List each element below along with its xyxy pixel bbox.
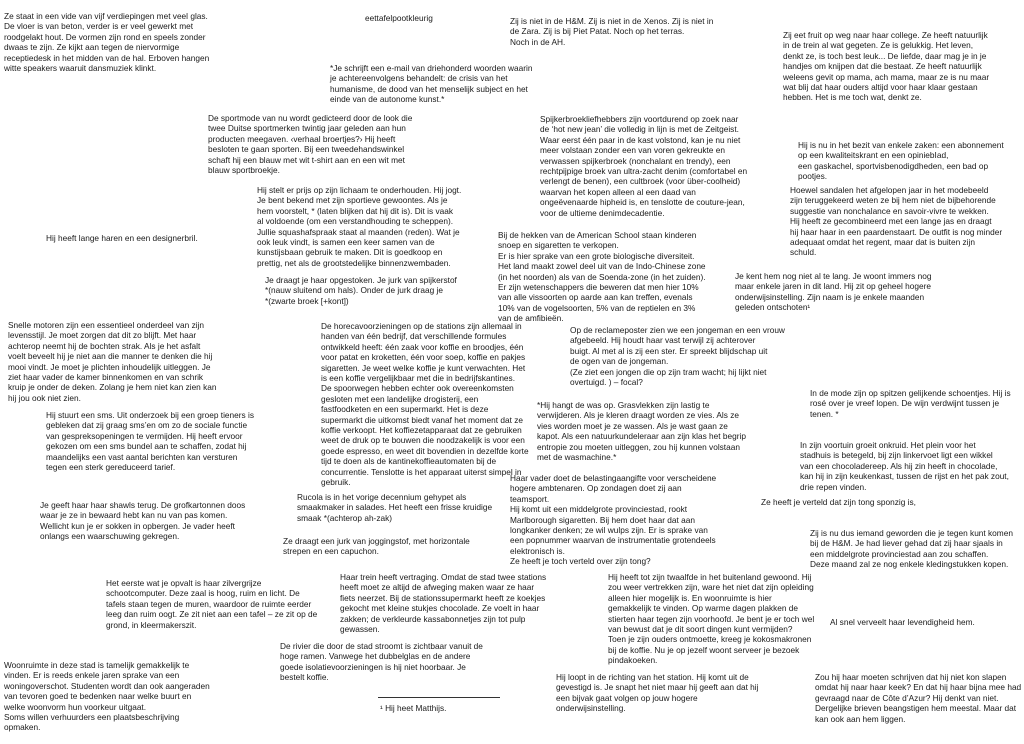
text-block-jeans: Spijkerbroekliefhebbers zijn voortdurend op zoek naar de ‘hot new jean’ die volledig in lijn is met de Zeitgeist. Waar eerst één paar in de kast volstond, kan je nu niet meer volstaan zonder een van voren gekreukte en verwassen spijkerbroek (nonchalant en trendy), een rechtpijpige broek van ultra-zacht denim (comfortabel en verlengt de benen), een cultbroek (voor über-coolheid) waarvan het kopen alleen al een daad van ongeëvenaarde hipheid is, en tenslotte de couture-jean, voor de ultieme denimdecadentie. <box>540 114 748 218</box>
text-block-shoes: In de mode zijn op spitzen gelijkende schoentjes. Hij is rosé over je vreef lopen. De wijn verdwijnt tussen je tenen. * <box>810 388 1011 419</box>
footnote-rule <box>378 697 500 698</box>
text-block-sms: Hij stuurt een sms. Uit onderzoek bij een groep tieners is gebleken dat zij graag sms’en om zo de sociale functie van gespreksopeningen te vermijden. Hij heeft ervoor gekozen om een sms bundel aan te schaffen, zodat hij maandelijks een vast aantal berichten kan versturen tegen een sterk gereduceerd tarief. <box>46 410 254 473</box>
footnote: ¹ Hij heet Matthijs. <box>380 703 447 713</box>
text-block-motors: Snelle motoren zijn een essentieel onderdeel van zijn levensstijl. Je moet zorgen dat dit zo blijft. Met haar achterop neemt hij de bochten strak. Als je het asfalt voelt beveelt hij je niet aan die manner te denken die hij mooi vindt. Je moet je plichten inhoudelijk uitleggen. Je ziet haar vader de kamer binnenkomen en van schrik kruip je onder de deken. Zolang je hem niet kan zien kan hij jou ook niet zien. <box>8 320 217 403</box>
text-block-hm: Zij is nu dus iemand geworden die je tegen kunt komen bij de H&M. Je had liever gehad dat zij haar sjaals in een middelgrote provinciestad aan zou schaffen. Deze maand zal ze nog enkele kledingstukken kopen. <box>810 528 1013 570</box>
text-block-shops: Zij is niet in de H&M. Zij is niet in de Xenos. Zij is niet in de Zara. Zij is bij Piet Patat. Noch op het terras. Noch in de AH. <box>510 16 714 47</box>
text-block-acquaintance: Je kent hem nog niet al te lang. Je woont immers nog maar enkele jaren in dit land. Hij zit op geheel hogere onderwijsinstelling. Zijn naam is je enkele maanden geleden ontschoten¹ <box>735 271 932 313</box>
text-block-sportmode: De sportmode van nu wordt gedicteerd door de look die twee Duitse sportmerken twintig jaar geleden aan hun producten meegaven. ‹verhaal broertjes?› Hij heeft besloten te gaan sporten. Bij een tweedehandswinkel schaft hij een blauw met wit t-shirt aan en een wit met blauw sportbroekje. <box>208 113 413 176</box>
text-block-father: Haar vader doet de belastingaangifte voor verscheidene hogere ambtenaren. Op zondagen doet zij aan teamsport. Hij komt uit een middelgrote provinciestad, rookt Marlborough sigaretten. Bij hem doet haar dat aan longkanker denken; ze wil wulps zijn. Er is sprake van een popnummer waarvan de instrumentatie grotendeels elektronisch is. Ze heeft je toch verteld over zijn tong? <box>510 473 717 567</box>
text-block-laundry: *Hij hangt de was op. Grasvlekken zijn lastig te verwijderen. Als je kleren draagt worden ze vies. Als ze vies worden moet je ze wassen. Als je wast gaan ze kapot. Als een natuurkundeleraar aan zijn klas het begrip entropie zou moeten uitleggen, zou hij kunnen volstaan met de wasmachine.* <box>537 400 746 463</box>
text-block-station: Hij loopt in de richting van het station. Hij komt uit de gevestigd is. Je snapt het niet maar hij geeft aan dat hij een bijvak gaat volgen op jouw hogere onderwijsinstelling. <box>556 672 759 714</box>
text-block-body: Hij stelt er prijs op zijn lichaam te onderhouden. Hij jogt. Je bent bekend met zijn sportieve gewoontes. Als je hem voorstelt, * (laten blijken dat hij dit is). Dit is vaak al voldoende (om een verstandhouding te scheppen). Jullie squashafspraak staat al maanden (reden). Wat je ook leuk vindt, is samen een keer samen van de kunstijsbaan gebruik te maken. Dit is goedkoop en prettig, net als de grootstedelijke binnenzwembaden. <box>257 185 462 268</box>
text-block-garden: In zijn voortuin groeit onkruid. Het plein voor het stadhuis is betegeld, bij zijn linkervoet ligt een wikkel van een chocoladereep. Als hij zin heeft in chocolade, kan hij in zijn keukenkast, tussen de rijst en het pak zout, drie repen vinden. <box>800 440 1009 492</box>
text-block-rucola: Rucola is in het vorige decennium gehypet als smaakmaker in salades. Het heeft een frisse kruidige smaak *(achterop ah-zak) <box>297 492 493 523</box>
text-block-poster: Op de reclameposter zien we een jongeman en een vrouw afgebeeld. Hij houdt haar vast terwijl zij achterover buigt. Al met al is zij een ster. Er spreekt blijdschap uit de ogen van de jongeman. (Ze ziet een jongen die op zijn tram wacht; hij lijkt niet overtuigd. ) – focal? <box>570 325 785 388</box>
text-block-housing: Woonruimte in deze stad is tamelijk gemakkelijk te vinden. Er is reeds enkele jaren sprake van een woningoverschot. Studenten wordt dan ook aangeraden van tevoren goed te bedenken naar welke buurt en welke woonvorm hun voorkeur uitgaat. Soms willen verhuurders een plaatsbeschrijving opmaken. <box>4 660 210 733</box>
text-block-hair: Hij heeft lange haren en een designerbril. <box>46 233 198 243</box>
text-block-possessions: Hij is nu in het bezit van enkele zaken: een abonnement op een kwaliteitskrant en een opiniebIad, een gaskachel, sportvisbenodigdheden, een bad op pootjes. <box>798 140 1004 182</box>
text-block-school: Bij de hekken van de American School staan kinderen snoep en sigaretten te verkopen. Er is hier sprake van een grote biologische diversiteit. Het land maakt zowel deel uit van de Indo-Chinese zone (in het noorden) als van de Soenda-zone (in het zuiden). Er zijn wetenschappers die beweren dat men hier 10% van alle vissoorten op aarde aan kan treffen, evenals 10% van de vogelsoorten, 5% van de reptielen en 3% van de amfibieën. <box>498 230 706 324</box>
text-block-liveliness: Al snel verveelt haar levendigheid hem. <box>830 617 975 627</box>
text-block-sandals: Hoewel sandalen het afgelopen jaar in het modebeeld zijn teruggekeerd weten ze bij hem niet de bijbehorende suggestie van nonchalance en savoir-vivre te wekken. Hij heeft ze gecombineerd met een lange jas en draagt hij haar haar in een paardenstaart. De outfit is nog minder adequaat omdat het regent, maar dat is buiten zijn schuld. <box>790 185 1003 258</box>
text-block-dress: Je draagt je haar opgestoken. Je jurk van spijkerstof *(nauw sluitend om hals). Onder de jurk draag je *(zwarte broek [+kont]) <box>265 275 457 306</box>
page-title: eettafelpootkleurig <box>365 13 433 23</box>
text-block-fruit: Zij eet fruit op weg naar haar college. Ze heeft natuurlijk in de trein al wat gegeten. Ze is gelukkig. Het leven, denkt ze, is toch best leuk... De liefde, daar mag je in je handjes om knijpen dat die bestaat. Ze heeft natuurlijk weleens gevit op mama, ach mama, maar ze is nu maar wat blij dat haar ouders altijd voor haar klaar gestaan hebben. Het is me toch wat, denkt ze. <box>783 30 990 103</box>
text-block-laptop: Het eerste wat je opvalt is haar zilvergrijze schootcomputer. Deze zaal is hoog, ruim en licht. De tafels staan tegen de muren, waardoor de ruimte eerder leeg dan ruim oogt. Ze zit niet aan een tafel – ze zit op de grond, in kleermakerszit. <box>106 578 318 630</box>
text-block-joggingdress: Ze draagt een jurk van joggingstof, met horizontale strepen en een capuchon. <box>283 536 470 557</box>
text-block-abroad: Hij heeft tot zijn twaalfde in het buitenland gewoond. Hij zou weer vertrekken zijn, ware het niet dat zijn opleiding alleen hier mogelijk is. En woonruimte is hier gemakkelijk te vinden. Op warme dagen plakken de stierten haar tegen zijn voorhoofd. Je bent je er toch wel van bewust dat je dit soort dingen kunt vermijden? Toen je zijn ouders ontmoette, kreeg je kokosmakronen bij de koffie. Nu je op jezelf woont serveer je bezoek pindakoeken. <box>608 572 815 666</box>
text-block-letter: Zou hij haar moeten schrijven dat hij niet kon slapen omdat hij naar haar keek? En dat hij haar bijna mee had gevraagd naar de Côte d’Azur? Hij denkt van niet. Dergelijke brieven beangstigen hem meestal. Maar dat kan ook aan hem liggen. <box>815 672 1022 724</box>
text-block-catering: De horecavoorzieningen op de stations zijn allemaal in handen van één bedrijf, dat verschillende formules ontwikkeld heeft: één zaak voor koffie en broodjes, één voor patat en kroketten, één voor soep, koffie en pakjes sigaretten. Je weet welke koffie je kunt verwachten. Het is een koffie vergelijkbaar met die in bedrijfskantines. De spoorwegen hebben echter ook overeenkomsten gesloten met een landelijke drogisterij, een fastfoodketen en een supermarkt. Het is deze supermarkt die uitkomst biedt vanaf het moment dat ze koffie verkoopt. Het koffiezetapparaat dat ze gebruiken weet de druk op te bouwen die noodzakelijk is voor een goede espresso, en weet dit bovendien in dezelfde korte tijd te doen als de kantinekoffieautomaten bij de concurrentie. Tenslotte is het apparaat uiterst simpel in gebruik. <box>321 321 529 488</box>
text-block-shawls: Je geeft haar haar shawls terug. De grofkartonnen doos waar je ze in bewaard hebt kan nu van pas komen. Wellicht kun je er sokken in opbergen. Je vader heeft onlangs een waarschuwing gekregen. <box>40 500 246 542</box>
text-block-tongue: Ze heeft je verteld dat zijn tong sponzig is, <box>761 497 916 507</box>
text-block-river: De rivier die door de stad stroomt is zichtbaar vanuit de hoge ramen. Vanwege het dubbelglas en de andere goede isolatievoorzieningen is hij niet hoorbaar. Je bestelt koffie. <box>280 641 483 683</box>
text-block-atrium: Ze staat in een vide van vijf verdiepingen met veel glas. De vloer is van beton, verder is er veel gewerkt met roodgelakt hout. De vormen zijn rond en speels zonder dwaas te zijn. Ze kijkt aan tegen de niervormige receptiedesk in het midden van de hal. Erboven hangen witte speakers waaruit dansmuziek klinkt. <box>4 11 210 74</box>
text-block-email: *Je schrijft een e-mail van driehonderd woorden waarin je achtereenvolgens behandelt: de crisis van het humanisme, de dood van het menselijk subject en het einde van de autonome kunst.* <box>330 63 533 105</box>
text-block-train: Haar trein heeft vertraging. Omdat de stad twee stations heeft moet ze altijd de afweging maken waar ze haar fiets neerzet. Bij de stationssupermarkt heeft ze koekjes gekocht met kleine stukjes chocolade. Ze voelt in haar zakken; de verkleurde kassabonnetjes zijn tot pulp gewassen. <box>340 572 547 635</box>
